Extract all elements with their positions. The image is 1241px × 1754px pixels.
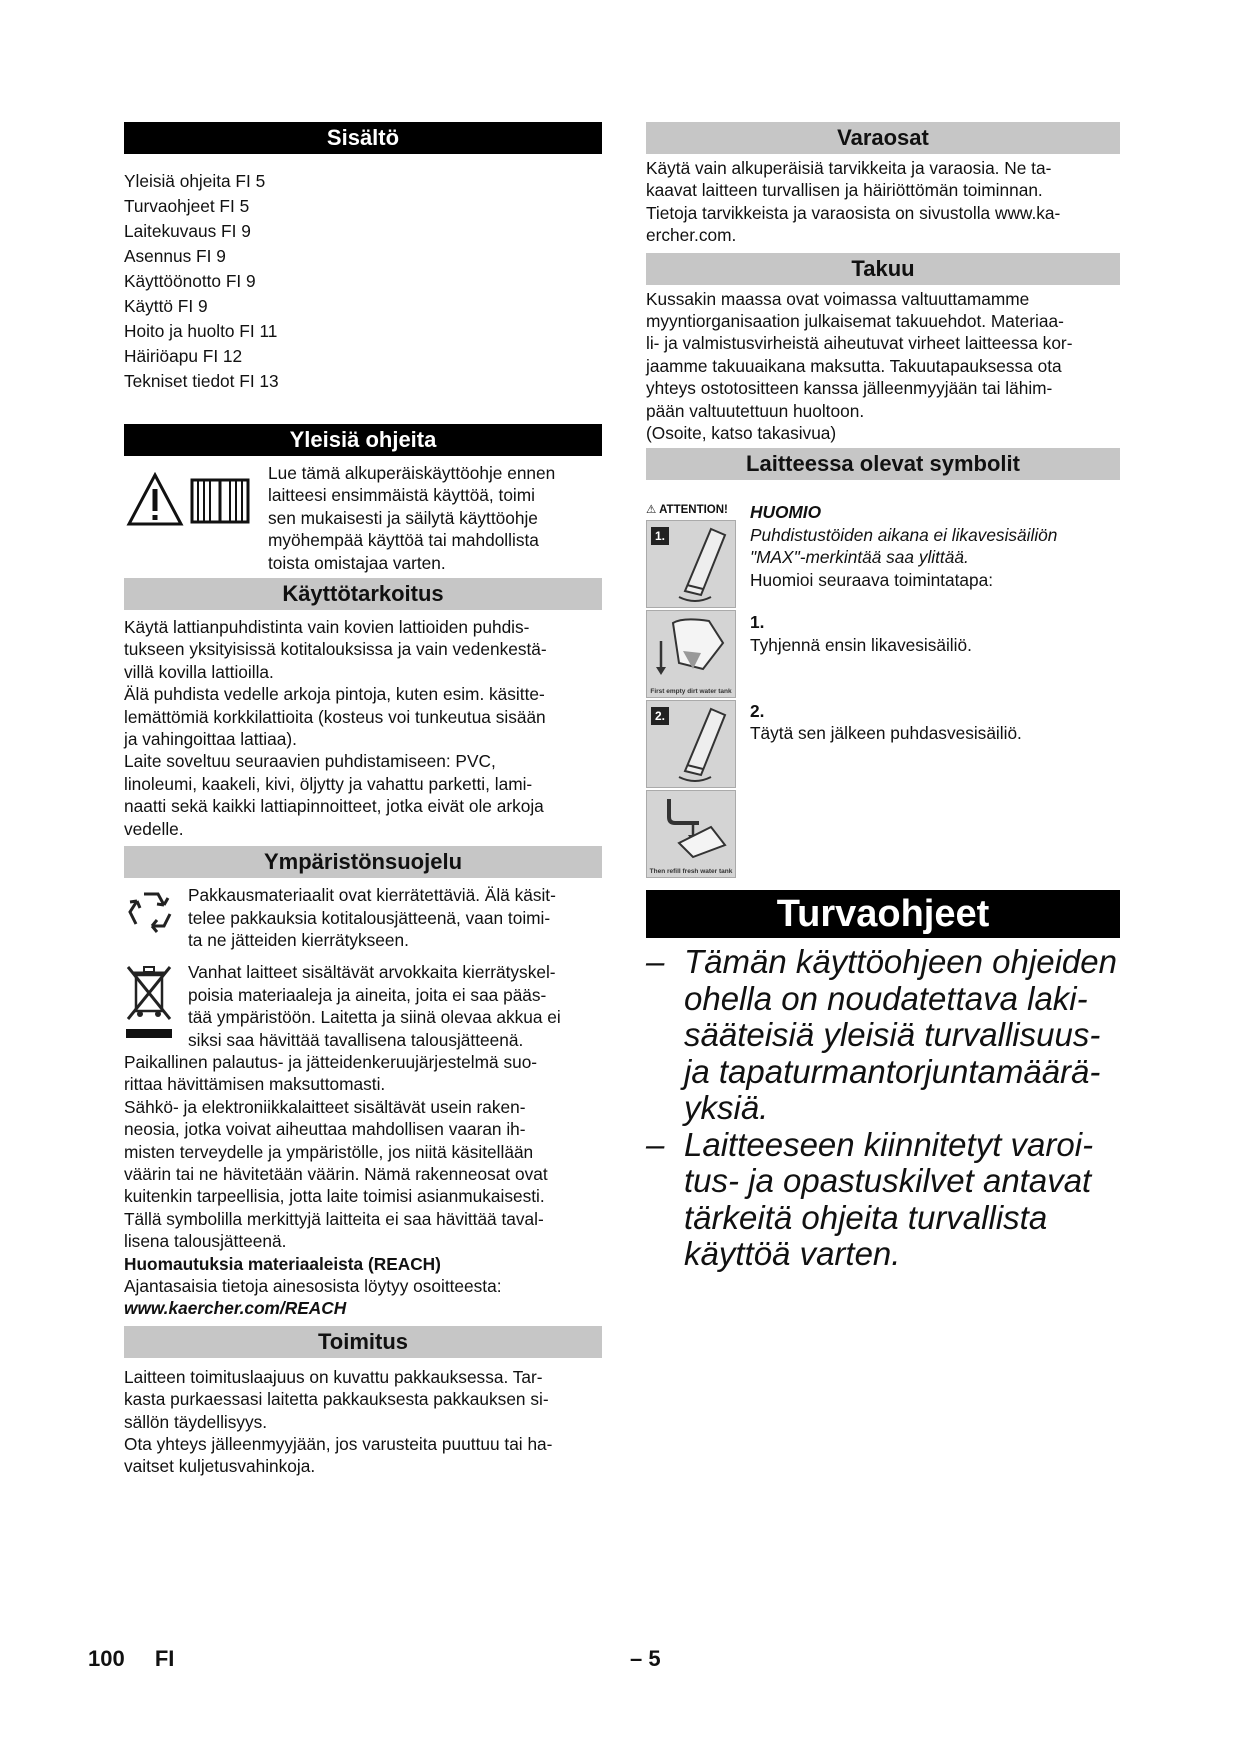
- step-number: 2.: [750, 700, 765, 721]
- text-line: naatti sekä kaikki lattiapinnoitteet, jotka eivät ole arkoja: [124, 796, 544, 817]
- warning-triangle-icon: [126, 472, 184, 528]
- attention-text: ATTENTION!: [659, 504, 728, 517]
- symbols-heading: Laitteessa olevat symbolit: [646, 448, 1120, 480]
- text-line: kaavat laitteen turvallisen ja häiriöttömän toiminnan.: [646, 180, 1043, 201]
- text-line: Älä puhdista vedelle arkoja pintoja, kuten esim. käsitte-: [124, 684, 545, 705]
- recycle-icon-wrap: [124, 884, 188, 945]
- toc-item[interactable]: Asennus FI 9: [124, 246, 226, 266]
- weee-text: [188, 961, 561, 1051]
- text-line: misten terveydelle ja ympäristölle, jos niitä käsitellään: [124, 1141, 534, 1162]
- text-line: telee pakkauksia kotitalousjätteenä, vaan toimi-: [188, 907, 551, 928]
- symbols-text: [750, 500, 1057, 880]
- text-line: lisena talousjätteenä.: [124, 1231, 287, 1252]
- text-line: kasta purkaessasi laitetta pakkauksesta pakkauksen si-: [124, 1389, 549, 1410]
- cleaner-tank-icon: [671, 525, 731, 605]
- text-line: ta ne jätteiden kierrätykseen.: [188, 929, 409, 950]
- general-icons: [124, 462, 268, 532]
- toc-item[interactable]: Hoito ja huolto FI 11: [124, 321, 278, 341]
- text-line: Tämän käyttöohjeen ohjeiden: [684, 943, 1117, 981]
- text-line: Vanhat laitteet sisältävät arvokkaita kierrätyskel-: [188, 962, 556, 983]
- reach-title: Huomautuksia materiaaleista (REACH): [124, 1253, 441, 1274]
- huomio-label: HUOMIO: [750, 502, 822, 523]
- environment-heading: Ympäristönsuojelu: [124, 846, 602, 878]
- warning-triangle-icon: ⚠: [646, 504, 657, 517]
- text-line: yksiä.: [684, 1089, 769, 1127]
- text-line: ercher.com.: [646, 225, 737, 246]
- cleaner-tank-icon: [671, 705, 731, 785]
- spares-text: [646, 157, 1128, 247]
- environment-more-text: [124, 1051, 602, 1320]
- purpose-heading: Käyttötarkoitus: [124, 578, 602, 610]
- text-line: Paikallinen palautus- ja jätteidenkeruujärjestelmä suo-: [124, 1051, 538, 1072]
- text-line: (Osoite, katso takasivua): [646, 423, 837, 444]
- image-caption: First empty dirt water tank: [650, 688, 732, 696]
- step-number: 1.: [750, 612, 765, 633]
- general-heading: Yleisiä ohjeita: [124, 424, 602, 456]
- text-line: laitteesi ensimmäistä käyttöä, toimi: [268, 485, 535, 506]
- spares-heading: Varaosat: [646, 122, 1120, 154]
- weee-icon-wrap: [124, 961, 188, 1048]
- text-line: rittaa hävittämisen maksuttomasti.: [124, 1074, 386, 1095]
- text-line: Puhdistustöiden aikana ei likavesisäiliön: [750, 524, 1058, 545]
- table-of-contents: [124, 169, 602, 394]
- text-line: Tietoja tarvikkeista ja varaosista on sivustolla www.ka-: [646, 202, 1061, 223]
- text-line: sen mukaisesti ja säilytä käyttöohje: [268, 507, 538, 528]
- contents-heading: Sisältö: [124, 122, 602, 154]
- text-line: Huomioi seuraava toimintatapa:: [750, 569, 994, 590]
- image-number-label: 2.: [651, 707, 669, 725]
- text-line: Ota yhteys jälleenmyyjään, jos varusteita puuttuu tai ha-: [124, 1434, 553, 1455]
- section-page: – 5: [630, 1646, 661, 1671]
- symbol-image-2: [646, 610, 736, 698]
- empty-tank-icon: [653, 613, 733, 683]
- weee-block: [124, 961, 602, 1051]
- text-line: poisia materiaaleja ja aineita, joita ei saa pääs-: [188, 984, 547, 1005]
- symbol-image-4: [646, 790, 736, 878]
- text-line: Laitteen toimituslaajuus on kuvattu pakkauksessa. Tar-: [124, 1366, 543, 1387]
- text-line: sääteisiä yleisiä turvallisuus-: [684, 1016, 1101, 1054]
- toc-item[interactable]: Tekniset tiedot FI 13: [124, 371, 279, 391]
- symbols-block: [646, 500, 1128, 880]
- delivery-heading: Toimitus: [124, 1326, 602, 1358]
- text-line: kuitenkin tarpeellisia, jotta laite toimisi asianmukaisesti.: [124, 1186, 545, 1207]
- text-line: tus- ja opastuskilvet antavat: [684, 1162, 1092, 1200]
- safety-item: [646, 944, 1128, 1127]
- text-line: Tällä symbolilla merkittyjä laitteita ei saa hävittää taval-: [124, 1208, 544, 1229]
- text-line: Pakkausmateriaalit ovat kierrätettäviä. Älä käsit-: [188, 885, 556, 906]
- toc-item[interactable]: Turvaohjeet FI 5: [124, 196, 250, 216]
- text-line: Lue tämä alkuperäiskäyttöohje ennen: [268, 463, 556, 483]
- text-line: sällön täydellisyys.: [124, 1411, 268, 1432]
- text-line: tukseen yksityisissä kotitalouksissa ja vain vedenkestä-: [124, 639, 547, 660]
- toc-item[interactable]: Käyttö FI 9: [124, 296, 208, 316]
- recycle-block: [124, 884, 602, 951]
- text-line: Laite soveltuu seuraavien puhdistamiseen: PVC,: [124, 751, 496, 772]
- text-line: toista omistajaa varten.: [268, 552, 446, 573]
- text-line: jaamme takuuaikana maksutta. Takuutapauksessa ota: [646, 355, 1062, 376]
- text-line: ja tapaturmantorjuntamäärä-: [684, 1052, 1101, 1090]
- text-line: ohella on noudatettava laki-: [684, 979, 1088, 1017]
- text-line: vaitset kuljetusvahinkoja.: [124, 1456, 316, 1477]
- general-text: [268, 462, 555, 574]
- warranty-heading: Takuu: [646, 253, 1120, 285]
- refill-tank-icon: [653, 793, 733, 863]
- right-column: [646, 122, 1128, 1273]
- text-line: "MAX"-merkintää saa ylittää.: [750, 547, 969, 568]
- text-line: pään valtuutettuun huoltoon.: [646, 400, 865, 421]
- text-line: vedelle.: [124, 818, 184, 839]
- symbol-image-1: [646, 520, 736, 608]
- delivery-text: [124, 1366, 602, 1478]
- safety-heading: Turvaohjeet: [646, 890, 1120, 938]
- list-dash: –: [646, 943, 665, 981]
- text-line: Laitteeseen kiinnitetyt varoi-: [684, 1125, 1094, 1163]
- text-line: käyttöä varten.: [684, 1235, 901, 1273]
- text-line: Kussakin maassa ovat voimassa valtuuttamamme: [646, 288, 1030, 309]
- text-line: yhteys ostotositteen kanssa jälleenmyyjään tai lähim-: [646, 378, 1053, 399]
- language-code: FI: [154, 1646, 175, 1671]
- toc-item[interactable]: Yleisiä ohjeita FI 5: [124, 171, 266, 191]
- attention-label: [646, 500, 750, 520]
- step-text: Täytä sen jälkeen puhdasvesisäiliö.: [750, 723, 1022, 744]
- crossed-bin-icon: [124, 961, 174, 1043]
- purpose-text: [124, 616, 602, 840]
- text-line: Käytä lattianpuhdistinta vain kovien lattioiden puhdis-: [124, 617, 530, 638]
- text-line: myyntiorganisaation julkaisemat takuuehdot. Materiaa-: [646, 311, 1064, 332]
- warranty-text: [646, 288, 1128, 445]
- symbols-images: [646, 500, 750, 880]
- text-line: linoleumi, kaakeli, kivi, öljytty ja vahattu parketti, lami-: [124, 773, 533, 794]
- text-line: Käytä vain alkuperäisiä tarvikkeita ja varaosia. Ne ta-: [646, 158, 1052, 178]
- recycle-icon: [124, 888, 178, 940]
- list-dash: –: [646, 1125, 665, 1163]
- text-line: Sähkö- ja elektroniikkalaitteet sisältävät usein raken-: [124, 1096, 526, 1117]
- text-line: siksi saa hävittää tavallisena talousjätteenä.: [188, 1029, 524, 1050]
- image-number-label: 1.: [651, 527, 669, 545]
- toc-item[interactable]: Käyttöönotto FI 9: [124, 271, 256, 291]
- symbol-image-3: [646, 700, 736, 788]
- step-text: Tyhjennä ensin likavesisäiliö.: [750, 634, 972, 655]
- toc-item[interactable]: Häiriöapu FI 12: [124, 346, 243, 366]
- left-column: [124, 122, 602, 1478]
- text-line: tää ympäristöön. Laitetta ja siinä olevaa akkua ei: [188, 1007, 561, 1028]
- reach-link[interactable]: www.kaercher.com/REACH: [124, 1298, 347, 1319]
- safety-item: [646, 1127, 1128, 1273]
- safety-list: [646, 944, 1128, 1273]
- toc-item[interactable]: Laitekuvaus FI 9: [124, 221, 251, 241]
- image-caption: Then refill fresh water tank: [649, 868, 733, 876]
- text-line: väärin tai ne hävitetään väärin. Nämä rakenneosat ovat: [124, 1163, 548, 1184]
- manual-book-icon: [190, 476, 250, 526]
- text-line: neosia, jotka voivat aiheuttaa mahdollisen vaaran ih-: [124, 1119, 526, 1140]
- text-line: myöhempää käyttöä tai mahdollista: [268, 530, 539, 551]
- text-line: tärkeitä ohjeita turvallista: [684, 1198, 1048, 1236]
- text-line: villä kovilla lattioilla.: [124, 661, 274, 682]
- general-block: [124, 462, 602, 574]
- text-line: ja vahingoittaa lattiaa).: [124, 729, 297, 750]
- page-number: [88, 1646, 174, 1672]
- text-line: li- ja valmistusvirheistä aiheutuvat virheet laitteessa kor-: [646, 333, 1073, 354]
- page-number-value: 100: [88, 1646, 125, 1671]
- text-line: lemättömiä korkkilattioita (kosteus voi tunkeutua sisään: [124, 706, 546, 727]
- recycle-text: [188, 884, 556, 951]
- reach-text: Ajantasaisia tietoja ainesosista löytyy osoitteesta:: [124, 1276, 502, 1296]
